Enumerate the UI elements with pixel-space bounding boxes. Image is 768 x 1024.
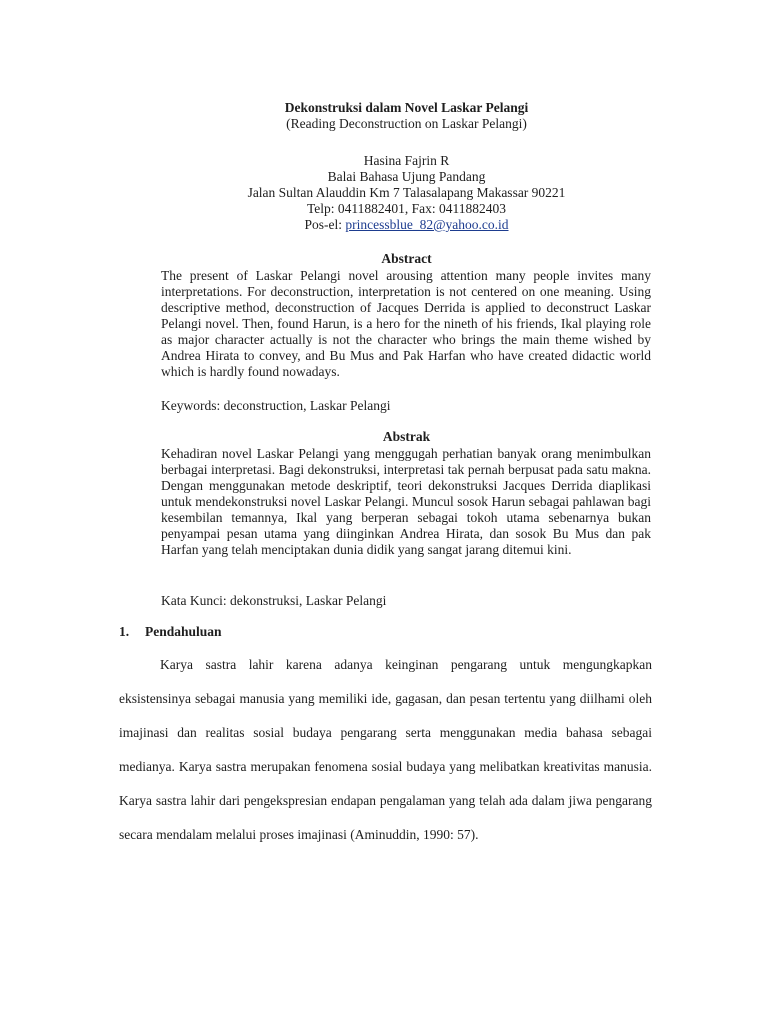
paper-subtitle: (Reading Deconstruction on Laskar Pelangi) — [286, 116, 527, 131]
paper-header — [160, 100, 653, 233]
section-paragraph: Karya sastra lahir karena adanya keinginan pengarang untuk mengungkapkan eksistensinya sebagai manusia yang memiliki ide, gagasan, dan pesan tertentu yang diilhami oleh imajinasi dan realitas sosial budaya pengarang serta menggunakan media bahasa sebagai medianya. Karya sastra merupakan fenomena sosial budaya yang melibatkan kreativitas manusia. Karya sastra lahir dari pengekspresian endapan pengalaman yang telah ada dalam jiwa pengarang secara mendalam melalui proses imajinasi (Aminuddin, 1990: 57). — [119, 657, 652, 842]
section-heading — [119, 624, 222, 640]
author-address: Jalan Sultan Alauddin Km 7 Talasalapang Makassar 90221 — [247, 185, 566, 200]
section-title: Pendahuluan — [145, 624, 222, 639]
abstract-keywords: Keywords: deconstruction, Laskar Pelangi — [161, 398, 391, 413]
section-number: 1. — [119, 624, 130, 639]
email-link[interactable]: princessblue_82@yahoo.co.id — [345, 217, 509, 232]
author-institution: Balai Bahasa Ujung Pandang — [327, 169, 486, 184]
paper-title: Dekonstruksi dalam Novel Laskar Pelangi — [284, 100, 529, 115]
abstrak-text: Kehadiran novel Laskar Pelangi yang menggugah perhatian banyak orang menimbulkan berbagai interpretasi. Bagi dekonstruksi, interpretasi tak pernah berpusat pada satu makna. Dengan menggunakan metode deskriptif, teori dekonstruksi Jacques Derrida diaplikasi untuk mendekonstruksi novel Laskar Pelangi. Muncul sosok Harun sebagai pahlawan bagi kesembilan temannya, Ikal yang berperan sebagai tokoh utama sebenarnya bukan penyampai pesan utama yang diinginkan Andrea Hirata, dan sosok Bu Mus dan pak Harfan yang telah menciptakan dunia didik yang sangat jarang ditemui kini. — [161, 446, 651, 557]
abstrak-keywords: Kata Kunci: dekonstruksi, Laskar Pelangi — [161, 593, 387, 608]
author-phone: Telp: 0411882401, Fax: 0411882403 — [306, 201, 507, 216]
abstrak-heading: Abstrak — [382, 429, 431, 444]
abstract-text: The present of Laskar Pelangi novel arousing attention many people invites many interpretations. For deconstruction, interpretation is not centered on one meaning. Using descriptive method, deconstruction of Jacques Derrida is applied to deconstruct Laskar Pelangi novel. Then, found Harun, is a hero for the nineth of his friends, Ikal playing role as major character actually is not the character who brings the main theme wished by Andrea Hirata to convey, and Bu Mus and Pak Harfan who have created didactic world which is hardly found nowadays. — [161, 268, 651, 379]
author-name: Hasina Fajrin R — [363, 153, 450, 168]
abstract-heading: Abstract — [381, 251, 432, 266]
author-email-line — [160, 217, 653, 233]
email-label: Pos-el: — [304, 217, 346, 232]
